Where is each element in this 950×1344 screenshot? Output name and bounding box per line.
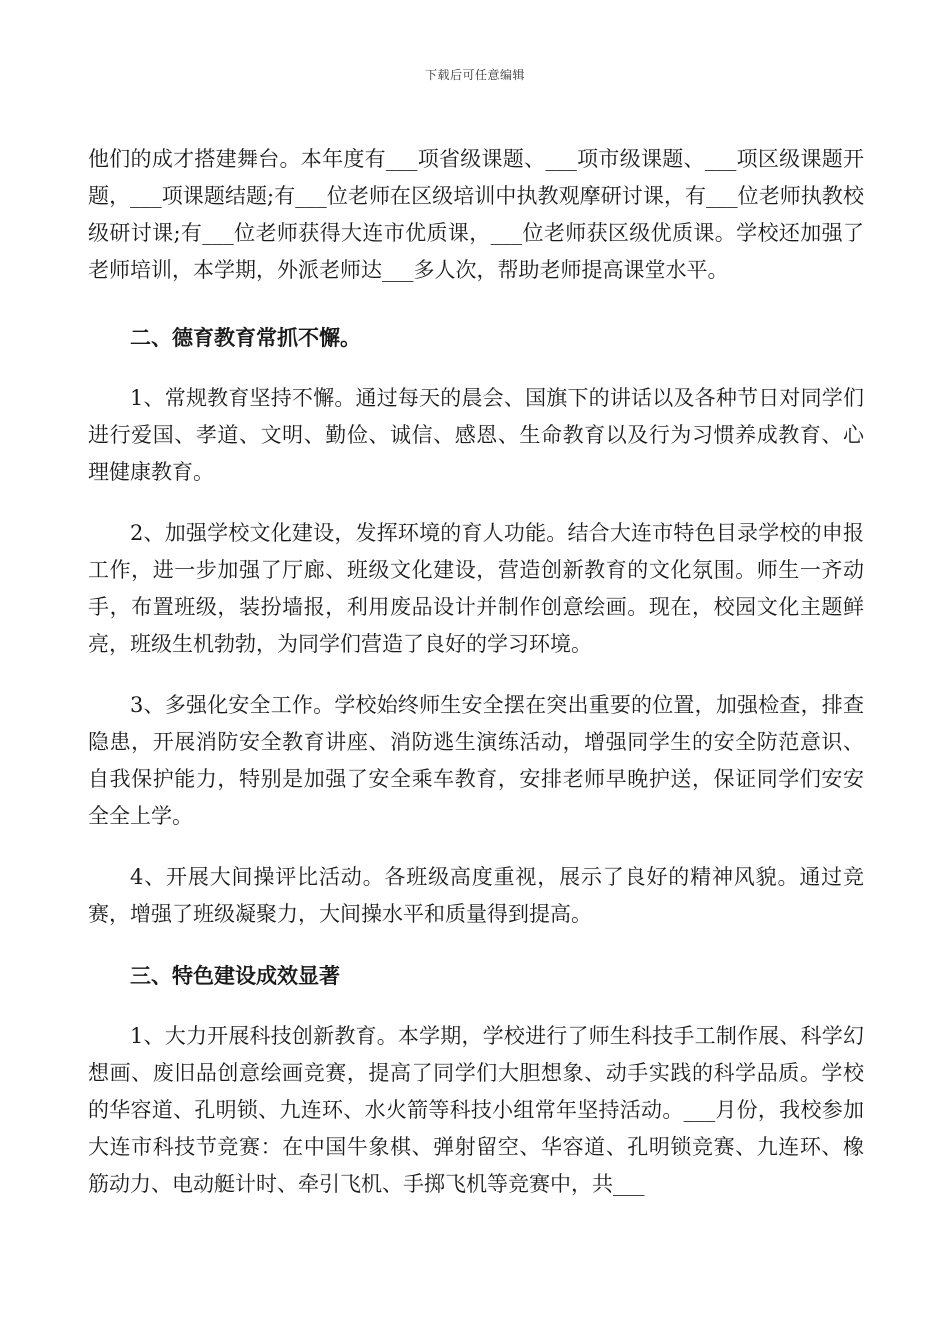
paragraph-moral-1: 1、常规教育坚持不懈。通过每天的晨会、国旗下的讲话以及各种节日对同学们进行爱国、孝道、文明、勤俭、诚信、感恩、生命教育以及行为习惯养成教育、心理健康教育。 [88, 386, 864, 484]
paragraph-moral-2: 2、加强学校文化建设，发挥环境的育人功能。结合大连市特色目录学校的申报工作，进一步加强了厅廊、班级文化建设，营造创新教育的文化氛围。师生一齐动手，布置班级，装扮墙报，利用废品设计并制作创意绘画。现在，校园文化主题鲜亮，班级生机勃勃，为同学们营造了良好的学习环境。 [88, 521, 864, 656]
section-heading-featured-construction: 三、特色建设成效显著 [130, 963, 340, 988]
paragraph-intro: 他们的成才搭建舞台。本年度有___项省级课题、___项市级课题、___项区级课题开题，___项课题结题;有___位老师在区级培训中执教观摩研讨课，有___位老师执教校级研讨课;有___位老师获得大连市优质课，___位老师获区级优质课。学校还加强了老师培训，本学期，外派老师达___多人次，帮助老师提高课堂水平。 [88, 147, 864, 282]
section-heading-moral-education: 二、德育教育常抓不懈。 [130, 325, 361, 350]
document-body [88, 141, 864, 1203]
paragraph-moral-4: 4、开展大间操评比活动。各班级高度重视，展示了良好的精神风貌。通过竞赛，增强了班级凝聚力，大间操水平和质量得到提高。 [88, 865, 864, 926]
header-note: 下载后可任意编辑 [424, 68, 525, 82]
paragraph-featured-1: 1、大力开展科技创新教育。本学期，学校进行了师生科技手工制作展、科学幻想画、废旧品创意绘画竞赛，提高了同学们大胆想象、动手实践的科学品质。学校的华容道、孔明锁、九连环、水火箭等科技小组常年坚持活动。___月份，我校参加大连市科技节竞赛：在中国牛象棋、弹射留空、华容道、孔明锁竞赛、九连环、橡筋动力、电动艇计时、牵引飞机、手掷飞机等竞赛中，共___ [88, 1024, 864, 1196]
paragraph-moral-3: 3、多强化安全工作。学校始终师生安全摆在突出重要的位置，加强检查，排查隐患，开展消防安全教育讲座、消防逃生演练活动，增强同学生的安全防范意识、自我保护能力，特别是加强了安全乘车教育，安排老师早晚护送，保证同学们安安全全上学。 [88, 693, 864, 828]
